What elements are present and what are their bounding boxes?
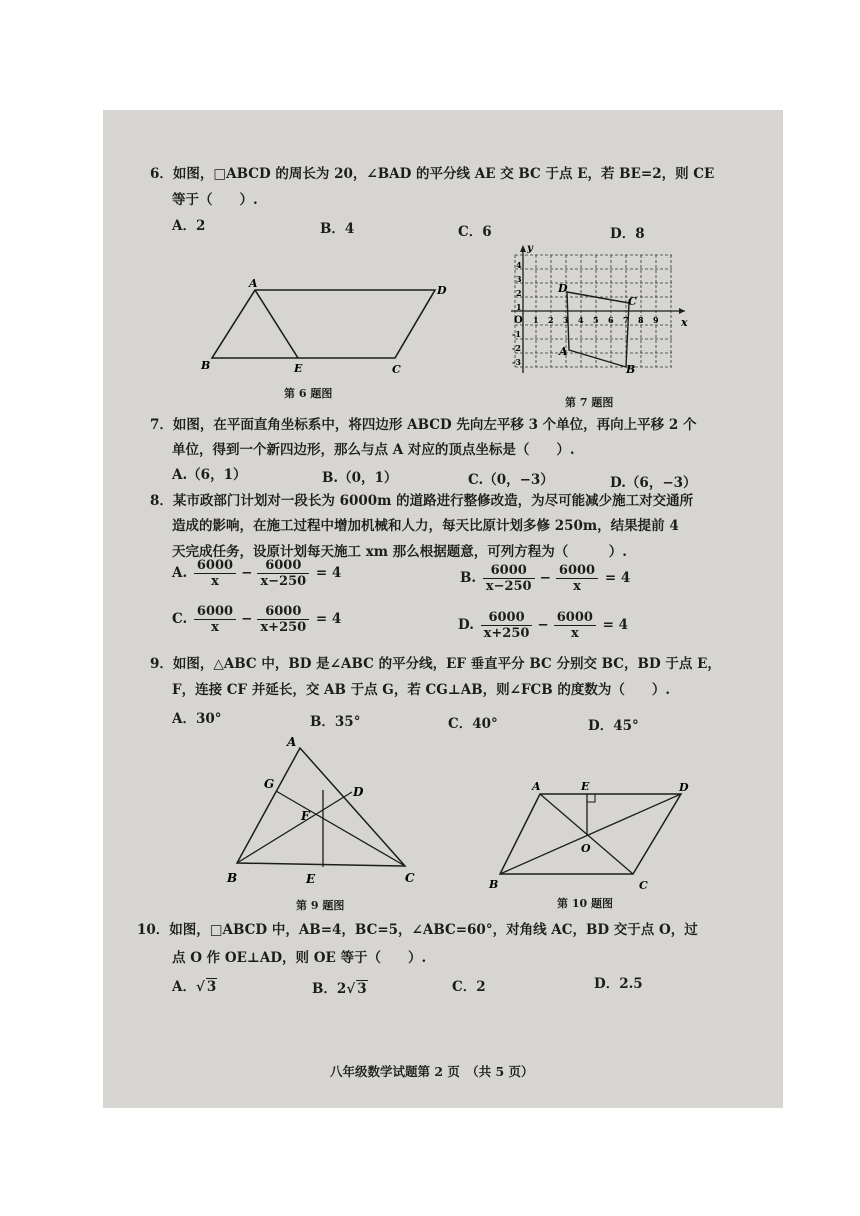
q9-label-e: E [306,872,316,886]
q7-label-c: C [628,295,637,308]
q7-ytick-1: 1 [516,302,522,312]
q7-ytick-neg1: -1 [512,329,521,339]
q10-label-o: O [581,842,591,855]
q6-option-a: A．2 [172,218,206,234]
q8-text-line2: 造成的影响，在施工过程中增加机械和人力，每天比原计划多修 250m，结果提前 4 [172,518,679,534]
q7-xtick-7: 7 [623,315,629,325]
q8-text-line3: 天完成任务，设原计划每天施工 xm 那么根据题意，可列方程为（ ）. [172,544,627,560]
q8-option-a: A. $\frac{6000}{x}$ − $\frac{6000}{x-250}$ = 4 [172,558,342,589]
q9-option-d: D．45° [588,718,639,734]
q9-label-g: G [264,777,275,791]
q7-label-a: A [559,345,568,358]
q7-option-a: A.（6，1） [172,467,247,483]
q10-label-a: A [532,780,541,793]
q7-caption: 第 7 题图 [565,396,614,409]
q9-label-f: F [301,809,310,823]
q9-label-b: B [227,871,238,885]
q10-label-c: C [639,879,648,892]
q10-option-b: B．2√ 3 [312,981,367,997]
q9-label-a: A [287,735,297,749]
q7-xtick-1: 1 [533,315,539,325]
q7-xtick-9: 9 [653,315,659,325]
q8-option-d: D. $\frac{6000}{x+250}$ − $\frac{6000}{x}$ = 4 [458,610,629,641]
q7-axis-x: x [681,316,688,329]
q7-text-line1: 7．如图，在平面直角坐标系中，将四边形 ABCD 先向左平移 3 个单位，再向上平移 2 个 [150,417,697,433]
q6-option-c: C．6 [458,224,492,240]
q7-label-d: D [558,282,568,295]
q7-option-c: C.（0，−3） [468,472,554,488]
q7-xtick-4: 4 [578,315,584,325]
q7-ytick-neg2: -2 [512,343,521,353]
q10-text-line1: 10．如图，□ABCD 中，AB=4，BC=5，∠ABC=60°，对角线 AC，BD 交于点 O，过 [137,922,698,938]
q6-caption: 第 6 题图 [284,387,333,400]
q7-figure [505,243,705,393]
q9-label-c: C [405,871,415,885]
q10-label-d: D [679,781,689,794]
q7-ytick-2: 2 [516,288,522,298]
q7-option-b: B.（0，1） [322,470,398,486]
q9-option-a: A．30° [172,711,222,727]
q6-label-b: B [201,359,211,372]
q7-xtick-5: 5 [593,315,599,325]
q7-xtick-8: 8 [638,315,644,325]
q9-option-b: B．35° [310,714,361,730]
q9-option-c: C．40° [448,716,498,732]
q6-label-c: C [392,363,401,376]
q10-label-e: E [581,780,590,793]
q7-label-b: B [626,363,636,376]
q10-option-c: C．2 [452,979,486,995]
q9-text-line1: 9．如图，△ABC 中，BD 是∠ABC 的平分线，EF 垂直平分 BC 分别交 BC，BD 于点 E， [150,656,721,672]
q6-text-line1: 6．如图，□ABCD 的周长为 20，∠BAD 的平分线 AE 交 BC 于点 E，若 BE=2，则 CE [150,166,715,182]
q10-label-b: B [489,878,499,891]
q9-label-d: D [353,785,364,799]
q10-option-a: A．√ 3 [172,979,217,995]
q7-xtick-3: 3 [563,315,569,325]
q7-option-d: D.（6，−3） [610,475,697,491]
q6-option-b: B．4 [320,221,355,237]
q10-option-d: D．2.5 [594,976,643,992]
q8-text-line1: 8．某市政部门计划对一段长为 6000m 的道路进行整修改造，为尽可能减少施工对交通所 [150,493,694,509]
q8-option-c: C. $\frac{6000}{x}$ − $\frac{6000}{x+250}$ = 4 [172,604,342,635]
q9-text-line2: F，连接 CF 并延长，交 AB 于点 G，若 CG⊥AB，则∠FCB 的度数为（ ）. [172,682,671,698]
q10-figure [485,772,700,897]
q6-label-e: E [294,362,303,375]
q6-label-d: D [437,284,447,297]
q10-caption: 第 10 题图 [557,897,613,910]
q7-axis-y: y [527,243,533,254]
q7-ytick-3: 3 [516,274,522,284]
q9-figure [220,730,420,890]
page-footer: 八年级数学试题第 2 页 （共 5 页） [330,1064,534,1079]
q7-text-line2: 单位，得到一个新四边形，那么与点 A 对应的顶点坐标是（ ）. [172,442,575,458]
q8-option-b: B. $\frac{6000}{x-250}$ − $\frac{6000}{x}$ = 4 [460,563,631,594]
q6-label-a: A [249,277,258,290]
q6-figure [195,270,465,380]
q10-text-line2: 点 O 作 OE⊥AD，则 OE 等于（ ）. [172,950,427,966]
q6-text-line2: 等于（ ）. [172,192,258,208]
q7-ytick-neg3: -3 [512,357,521,367]
q9-caption: 第 9 题图 [296,899,345,912]
q7-xtick-2: 2 [548,315,554,325]
q7-xtick-6: 6 [608,315,614,325]
q7-ytick-4: 4 [516,260,522,270]
q6-option-d: D．8 [610,226,645,242]
q7-origin: O [514,315,523,326]
